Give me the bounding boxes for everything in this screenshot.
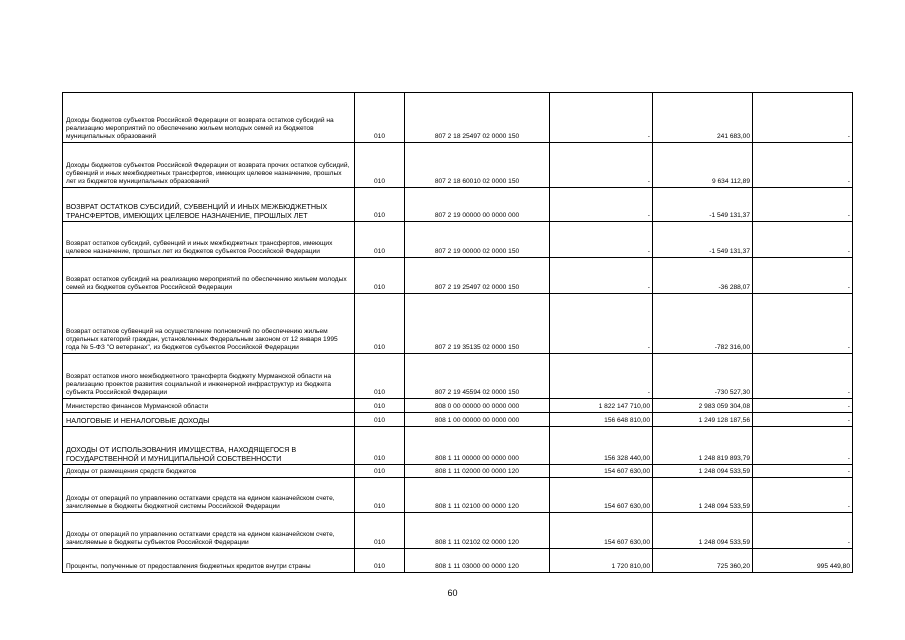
- cell-executed: 725 360,20: [653, 549, 753, 573]
- cell-classification-code: 807 2 18 60010 02 0000 150: [405, 143, 550, 188]
- cell-name: Возврат остатков иного межбюджетного трансферта бюджету Мурманской области на реализацию проектов развития социальной и инженерной инфраструктур из бюджета субъекта Российской Федерации: [63, 354, 355, 399]
- cell-name: Министерство финансов Мурманской области: [63, 399, 355, 413]
- cell-unexecuted: -: [753, 354, 853, 399]
- cell-executed: -1 549 131,37: [653, 188, 753, 222]
- cell-approved: 156 648 810,00: [550, 413, 653, 427]
- table-row: [63, 413, 853, 427]
- table-row: [63, 93, 853, 143]
- cell-name: Доходы от размещения средств бюджетов: [63, 465, 355, 478]
- cell-name: НАЛОГОВЫЕ И НЕНАЛОГОВЫЕ ДОХОДЫ: [63, 413, 355, 427]
- table-row: [63, 222, 853, 258]
- cell-unexecuted: -: [753, 294, 853, 354]
- cell-classification-code: 807 2 19 25497 02 0000 150: [405, 258, 550, 294]
- cell-approved: -: [550, 222, 653, 258]
- table-row: [63, 399, 853, 413]
- cell-name: ВОЗВРАТ ОСТАТКОВ СУБСИДИЙ, СУБВЕНЦИЙ И ИНЫХ МЕЖБЮДЖЕТНЫХ ТРАНСФЕРТОВ, ИМЕЮЩИХ ЦЕЛЕВОЕ НАЗНАЧЕНИЕ, ПРОШЛЫХ ЛЕТ: [63, 188, 355, 222]
- cell-line-code: 010: [355, 354, 405, 399]
- cell-name: Доходы от операций по управлению остатками средств на едином казначейском счете, зачисляемые в бюджеты субъектов Российской Федерации: [63, 513, 355, 549]
- cell-classification-code: 807 2 19 00000 02 0000 150: [405, 222, 550, 258]
- cell-line-code: 010: [355, 258, 405, 294]
- cell-classification-code: 808 1 11 00000 00 0000 000: [405, 427, 550, 465]
- cell-name: Возврат остатков субсидий на реализацию мероприятий по обеспечению жильем молодых семей из бюджетов субъектов Российской Федерации: [63, 258, 355, 294]
- table-row: [63, 478, 853, 513]
- cell-line-code: 010: [355, 513, 405, 549]
- table-row: [63, 427, 853, 465]
- cell-line-code: 010: [355, 427, 405, 465]
- cell-executed: 1 249 128 187,56: [653, 413, 753, 427]
- cell-unexecuted: -: [753, 258, 853, 294]
- cell-line-code: 010: [355, 399, 405, 413]
- cell-unexecuted: -: [753, 413, 853, 427]
- cell-executed: 241 683,00: [653, 93, 753, 143]
- table-row: [63, 513, 853, 549]
- cell-line-code: 010: [355, 143, 405, 188]
- table-row: [63, 549, 853, 573]
- cell-name: ДОХОДЫ ОТ ИСПОЛЬЗОВАНИЯ ИМУЩЕСТВА, НАХОДЯЩЕГОСЯ В ГОСУДАРСТВЕННОЙ И МУНИЦИПАЛЬНОЙ СОБСТВЕННОСТИ: [63, 427, 355, 465]
- cell-executed: -730 527,30: [653, 354, 753, 399]
- cell-unexecuted: -: [753, 465, 853, 478]
- cell-executed: 2 983 059 304,08: [653, 399, 753, 413]
- cell-line-code: 010: [355, 294, 405, 354]
- cell-name: Возврат остатков субвенций на осуществление полномочий по обеспечению жильем отдельных категорий граждан, установленных Федеральным законом от 12 января 1995 года № 5-ФЗ "О ветеранах", из бюджетов субъектов Российской Федерации: [63, 294, 355, 354]
- cell-unexecuted: 995 449,80: [753, 549, 853, 573]
- cell-approved: -: [550, 294, 653, 354]
- cell-line-code: 010: [355, 465, 405, 478]
- cell-approved: 1 822 147 710,00: [550, 399, 653, 413]
- cell-classification-code: 808 1 11 02100 00 0000 120: [405, 478, 550, 513]
- cell-approved: 156 328 440,00: [550, 427, 653, 465]
- cell-classification-code: 808 1 11 02102 02 0000 120: [405, 513, 550, 549]
- table-row: [63, 143, 853, 188]
- table-row: [63, 188, 853, 222]
- cell-classification-code: 807 2 18 25497 02 0000 150: [405, 93, 550, 143]
- cell-executed: -36 288,07: [653, 258, 753, 294]
- cell-unexecuted: -: [753, 143, 853, 188]
- cell-unexecuted: -: [753, 399, 853, 413]
- cell-approved: -: [550, 258, 653, 294]
- cell-approved: 154 607 630,00: [550, 465, 653, 478]
- cell-line-code: 010: [355, 478, 405, 513]
- cell-executed: -1 549 131,37: [653, 222, 753, 258]
- cell-executed: 1 248 094 533,59: [653, 513, 753, 549]
- cell-classification-code: 808 0 00 00000 00 0000 000: [405, 399, 550, 413]
- cell-executed: -782 316,00: [653, 294, 753, 354]
- cell-approved: -: [550, 93, 653, 143]
- page-number: 60: [447, 588, 458, 598]
- table-row: [63, 294, 853, 354]
- cell-line-code: 010: [355, 188, 405, 222]
- cell-line-code: 010: [355, 93, 405, 143]
- cell-unexecuted: -: [753, 478, 853, 513]
- cell-unexecuted: -: [753, 222, 853, 258]
- cell-approved: -: [550, 354, 653, 399]
- cell-line-code: 010: [355, 549, 405, 573]
- cell-classification-code: 807 2 19 00000 00 0000 000: [405, 188, 550, 222]
- cell-executed: 9 634 112,89: [653, 143, 753, 188]
- cell-executed: 1 248 094 533,59: [653, 465, 753, 478]
- cell-name: Возврат остатков субсидий, субвенций и иных межбюджетных трансфертов, имеющих целевое назначение, прошлых лет из бюджетов субъектов Российской Федерации: [63, 222, 355, 258]
- cell-classification-code: 807 2 19 35135 02 0000 150: [405, 294, 550, 354]
- cell-name: Проценты, полученные от предоставления бюджетных кредитов внутри страны: [63, 549, 355, 573]
- cell-executed: 1 248 094 533,59: [653, 478, 753, 513]
- cell-unexecuted: -: [753, 513, 853, 549]
- table-row: [63, 258, 853, 294]
- table-row: [63, 465, 853, 478]
- cell-classification-code: 808 1 00 00000 00 0000 000: [405, 413, 550, 427]
- cell-line-code: 010: [355, 222, 405, 258]
- cell-classification-code: 808 1 11 03000 00 0000 120: [405, 549, 550, 573]
- cell-approved: 154 607 630,00: [550, 478, 653, 513]
- cell-unexecuted: -: [753, 93, 853, 143]
- cell-name: Доходы бюджетов субъектов Российской Федерации от возврата прочих остатков субсидий, субвенций и иных межбюджетных трансфертов, имеющих целевое назначение, прошлых лет из бюджетов муниципальных образований: [63, 143, 355, 188]
- cell-approved: -: [550, 143, 653, 188]
- budget-revenue-table: [62, 92, 853, 573]
- cell-name: Доходы от операций по управлению остатками средств на едином казначейском счете, зачисляемые в бюджеты бюджетной системы Российской Федерации: [63, 478, 355, 513]
- cell-line-code: 010: [355, 413, 405, 427]
- cell-approved: -: [550, 188, 653, 222]
- cell-unexecuted: -: [753, 188, 853, 222]
- cell-classification-code: 808 1 11 02000 00 0000 120: [405, 465, 550, 478]
- cell-approved: 154 607 630,00: [550, 513, 653, 549]
- cell-name: Доходы бюджетов субъектов Российской Федерации от возврата остатков субсидий на реализацию мероприятий по обеспечению жильем молодых семей из бюджетов муниципальных образований: [63, 93, 355, 143]
- table-body: [63, 93, 853, 573]
- cell-classification-code: 807 2 19 45594 02 0000 150: [405, 354, 550, 399]
- cell-approved: 1 720 810,00: [550, 549, 653, 573]
- cell-unexecuted: -: [753, 427, 853, 465]
- table-row: [63, 354, 853, 399]
- cell-executed: 1 248 819 893,79: [653, 427, 753, 465]
